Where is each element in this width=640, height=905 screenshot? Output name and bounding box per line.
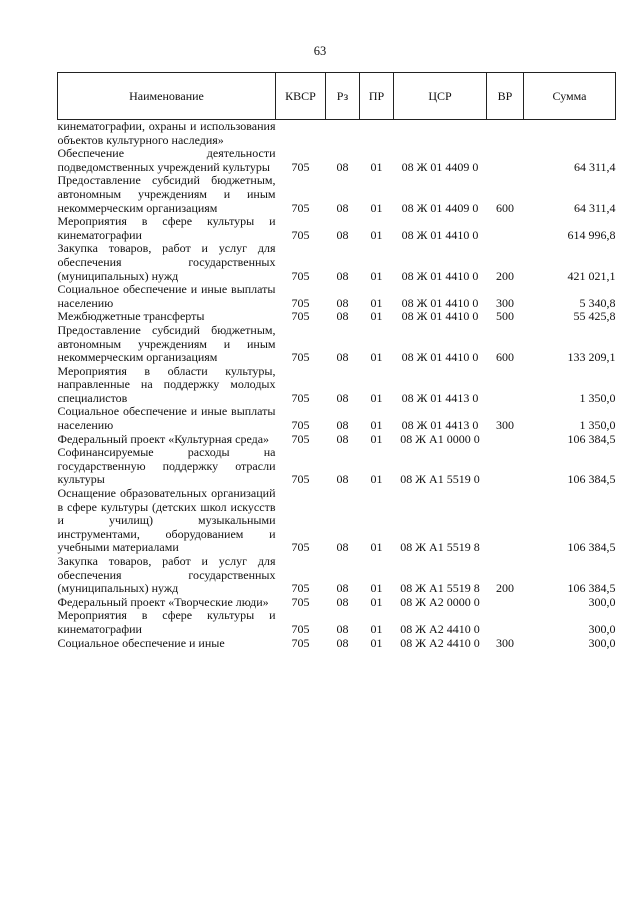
row-pr: 01 [370,295,383,310]
table-row [58,120,616,148]
row-sum: 1 350,0 [579,418,616,433]
row-pr: 01 [370,350,383,365]
row-sum: 106 384,5 [567,431,616,446]
row-csr: 08 Ж 01 4410 0 [401,295,479,310]
row-name: Закупка товаров, работ и услуг для обеспечения государственных (муниципальных) нужд [57,241,276,283]
row-kvsr: 705 [291,200,310,215]
row-pr: 01 [370,268,383,283]
row-rz: 08 [336,621,349,636]
table-row [58,609,616,636]
table-header-row [58,73,616,120]
row-csr: 08 Ж 01 4413 0 [401,418,479,433]
row-rz: 08 [336,635,349,650]
table-row [58,446,616,487]
row-sum: 300,0 [588,635,616,650]
row-pr: 01 [370,227,383,242]
row-vr: 600 [496,200,514,215]
row-sum: 5 340,8 [579,295,616,310]
row-pr: 01 [370,635,383,650]
row-kvsr: 705 [291,431,310,446]
row-rz: 08 [336,309,349,324]
table-row [58,405,616,432]
column-header-kvsr: КВСР [276,73,326,120]
row-pr [360,120,394,148]
row-sum: 106 384,5 [567,581,616,596]
row-name: Оснащение образовательных организаций в сфере культуры (детских школ искусств и училищ) музыкальными инструментами, оборудованием и учебными материалами [57,486,276,555]
row-kvsr: 705 [291,295,310,310]
row-vr: 600 [496,350,514,365]
row-csr: 08 Ж 01 4413 0 [401,390,479,405]
row-rz: 08 [336,390,349,405]
row-name: Закупка товаров, работ и услуг для обеспечения государственных (муниципальных) нужд [57,554,276,596]
row-sum: 106 384,5 [567,472,616,487]
row-rz [326,120,360,148]
table-row [58,324,616,365]
row-sum: 64 311,4 [573,200,616,215]
row-name: Обеспечение деятельности подведомственных учреждений культуры [57,146,276,174]
row-rz: 08 [336,227,349,242]
row-sum: 421 021,1 [567,268,616,283]
column-header-sum: Сумма [524,73,616,120]
row-csr [394,120,487,148]
table-row [58,487,616,555]
row-pr: 01 [370,594,383,609]
row-csr: 08 Ж А1 5519 8 [400,540,480,555]
row-pr: 01 [370,581,383,596]
row-sum: 1 350,0 [579,390,616,405]
table-row [58,433,616,447]
row-kvsr: 705 [291,268,310,283]
row-name: Межбюджетные трансферты [57,309,205,324]
row-vr [487,365,524,406]
row-pr: 01 [370,200,383,215]
row-rz: 08 [336,295,349,310]
row-vr: 200 [496,581,514,596]
table-row [58,147,616,174]
page-number: 63 [313,44,327,58]
budget-table [57,72,616,650]
row-name: Предоставление субсидий бюджетным, автономным учреждениям и иным некоммерческим организациям [57,322,276,365]
row-sum: 133 209,1 [567,350,616,365]
row-sum [524,120,616,148]
row-csr: 08 Ж 01 4410 0 [401,350,479,365]
row-name: Социальное обеспечение и иные [57,635,225,650]
row-csr: 08 Ж А2 0000 0 [400,594,480,609]
row-kvsr: 705 [291,621,310,636]
column-header-name: Наименование [58,73,276,120]
table-row [58,555,616,596]
row-pr: 01 [370,390,383,405]
row-kvsr [276,120,326,148]
row-kvsr: 705 [291,472,310,487]
row-csr: 08 Ж 01 4409 0 [401,200,479,215]
row-name: Предоставление субсидий бюджетным, автономным учреждениям и иным некоммерческим организациям [57,173,276,215]
row-rz: 08 [336,594,349,609]
row-kvsr: 705 [291,350,310,365]
row-kvsr: 705 [291,594,310,609]
table-row [58,310,616,324]
row-pr: 01 [370,431,383,446]
table-row [58,365,616,406]
row-rz: 08 [336,540,349,555]
row-vr [487,433,524,447]
row-kvsr: 705 [291,540,310,555]
row-vr [487,609,524,636]
row-csr: 08 Ж 01 4410 0 [401,268,479,283]
row-vr: 200 [496,268,514,283]
row-vr: 300 [496,295,514,310]
row-name: Социальное обеспечение и иные выплаты населению [57,282,276,310]
row-csr: 08 Ж А1 5519 0 [400,472,480,487]
row-rz: 08 [336,418,349,433]
row-pr: 01 [370,540,383,555]
row-csr: 08 Ж А2 4410 0 [400,635,480,650]
row-rz: 08 [336,200,349,215]
row-sum: 614 996,8 [567,227,616,242]
row-name: Федеральный проект «Творческие люди» [57,594,269,609]
table-row [58,174,616,215]
row-rz: 08 [336,472,349,487]
row-pr: 01 [370,621,383,636]
column-header-csr: ЦСР [394,73,487,120]
column-header-pr: ПР [360,73,394,120]
table-row [58,637,616,651]
row-name: Социальное обеспечение и иные выплаты населению [57,404,276,433]
table-row [58,596,616,610]
row-csr: 08 Ж 01 4410 0 [401,309,479,324]
row-rz: 08 [336,159,349,174]
row-vr [487,147,524,174]
row-kvsr: 705 [291,635,310,650]
row-pr: 01 [370,309,383,324]
row-vr [487,487,524,555]
row-sum: 55 425,8 [573,309,616,324]
row-sum: 64 311,4 [573,159,616,174]
row-name: Мероприятия в сфере культуры и кинематографии [57,608,276,636]
row-name: Софинансируемые расходы на государственную поддержку отрасли культуры [57,445,276,487]
row-pr: 01 [370,159,383,174]
row-vr [487,215,524,242]
row-pr: 01 [370,418,383,433]
row-kvsr: 705 [291,581,310,596]
row-csr: 08 Ж А2 4410 0 [400,621,480,636]
row-kvsr: 705 [291,227,310,242]
row-vr [487,446,524,487]
row-csr: 08 Ж 01 4410 0 [401,227,479,242]
column-header-rz: Рз [326,73,360,120]
row-rz: 08 [336,431,349,446]
row-csr: 08 Ж А1 0000 0 [400,431,480,446]
row-name: кинематографии, охраны и использования объектов культурного наследия» [57,119,276,147]
row-kvsr: 705 [291,159,310,174]
table-row [58,242,616,283]
row-kvsr: 705 [291,390,310,405]
column-header-vr: ВР [487,73,524,120]
row-name: Мероприятия в области культуры, направленные на поддержку молодых специалистов [57,363,276,405]
row-csr: 08 Ж 01 4409 0 [401,159,479,174]
row-sum: 300,0 [588,621,616,636]
row-rz: 08 [336,581,349,596]
row-vr [487,596,524,610]
table-row [58,283,616,310]
row-sum: 300,0 [588,594,616,609]
row-sum: 106 384,5 [567,540,616,555]
table-row [58,215,616,242]
row-rz: 08 [336,350,349,365]
row-vr: 300 [496,418,514,433]
row-rz: 08 [336,268,349,283]
row-name: Мероприятия в сфере культуры и кинематографии [57,214,276,242]
row-name: Федеральный проект «Культурная среда» [57,431,270,446]
row-vr: 500 [496,309,514,324]
row-vr: 300 [496,635,514,650]
row-kvsr: 705 [291,309,310,324]
row-pr: 01 [370,472,383,487]
row-csr: 08 Ж А1 5519 8 [400,581,480,596]
row-vr [487,120,524,148]
row-kvsr: 705 [291,418,310,433]
